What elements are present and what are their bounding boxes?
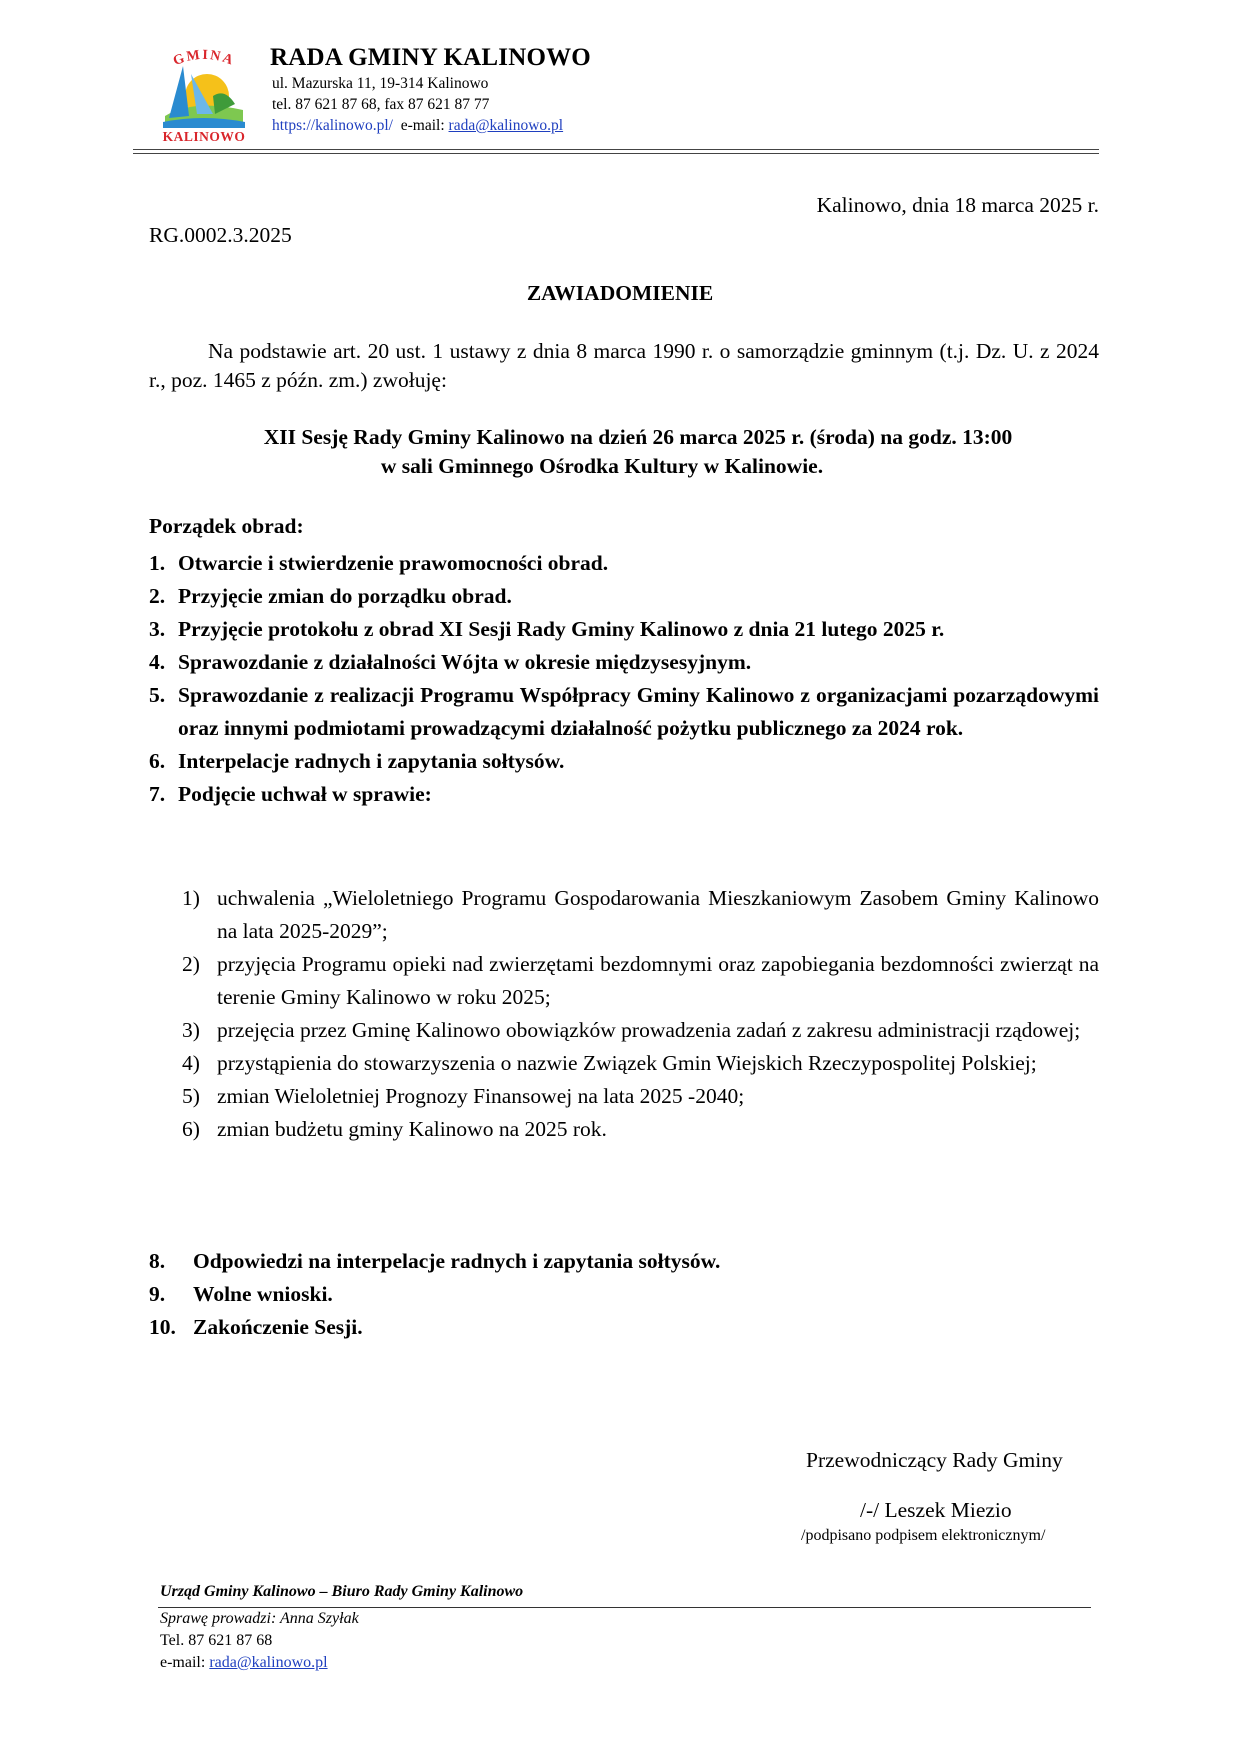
resolution-number: 6) xyxy=(182,1117,200,1141)
agenda-item-number: 3. xyxy=(149,617,166,641)
council-address: ul. Mazurska 11, 19-314 Kalinowo xyxy=(272,75,489,92)
resolution-text: zmian Wieloletniej Prognozy Finansowej na lata 2025 -2040; xyxy=(217,1084,745,1108)
footer-handler: Sprawę prowadzi: Anna Szyłak xyxy=(160,1610,359,1627)
session-location: w sali Gminnego Ośrodka Kultury w Kalinowie. xyxy=(380,454,824,478)
resolution-item xyxy=(182,1047,1099,1080)
header-divider xyxy=(133,149,1099,150)
agenda-item-text: Sprawozdanie z działalności Wójta w okresie międzysesyjnym. xyxy=(178,650,752,674)
footer-office: Urząd Gminy Kalinowo – Biuro Rady Gminy Kalinowo xyxy=(160,1583,524,1600)
signatory-name: /-/ Leszek Miezio xyxy=(860,1498,1012,1522)
agenda-item-number: 2. xyxy=(149,584,166,608)
agenda-item-text: Odpowiedzi na interpelacje radnych i zapytania sołtysów. xyxy=(193,1249,721,1273)
website-link[interactable]: https://kalinowo.pl/ xyxy=(272,117,393,134)
agenda-item xyxy=(149,679,1099,745)
logo-bottom-text: KALINOWO xyxy=(162,129,246,144)
header-divider-thin xyxy=(133,153,1099,154)
resolution-text: uchwalenia „Wieloletniego Programu Gospodarowania Mieszkaniowym Zasobem Gminy Kalinowo na lata 2025-2029”; xyxy=(217,886,1099,943)
agenda-item-number: 9. xyxy=(149,1282,166,1306)
agenda-item-number: 5. xyxy=(149,683,166,707)
resolution-text: zmian budżetu gminy Kalinowo na 2025 rok. xyxy=(217,1117,607,1141)
resolution-text: przejęcia przez Gminę Kalinowo obowiązków prowadzenia zadań z zakresu administracji rządowej; xyxy=(217,1018,1081,1042)
agenda-item-text: Przyjęcie zmian do porządku obrad. xyxy=(178,584,512,608)
agenda-list xyxy=(149,547,1099,811)
signatory-title: Przewodniczący Rady Gminy xyxy=(806,1448,1063,1472)
logo-top-text: GMINA xyxy=(171,47,237,70)
resolution-number: 3) xyxy=(182,1018,200,1042)
reference-number: RG.0002.3.2025 xyxy=(149,223,292,247)
resolution-number: 5) xyxy=(182,1084,200,1108)
svg-text:GMINA xyxy=(171,48,236,69)
agenda-list-continued xyxy=(149,1245,1099,1344)
resolution-number: 4) xyxy=(182,1051,200,1075)
council-phone-fax: tel. 87 621 87 68, fax 87 621 87 77 xyxy=(272,96,490,113)
footer-email-link[interactable]: rada@kalinowo.pl xyxy=(209,1654,328,1671)
agenda-item-text: Przyjęcie protokołu z obrad XI Sesji Rady Gminy Kalinowo z dnia 21 lutego 2025 r. xyxy=(178,617,945,641)
agenda-item-number: 4. xyxy=(149,650,166,674)
resolution-item xyxy=(182,1080,1099,1113)
agenda-item-number: 7. xyxy=(149,782,166,806)
agenda-item-number: 8. xyxy=(149,1249,166,1273)
resolution-text: przyjęcia Programu opieki nad zwierzętami bezdomnymi oraz zapobiegania bezdomności zwierząt na terenie Gminy Kalinowo w roku 2025; xyxy=(217,952,1099,1009)
email-label: e-mail: xyxy=(400,117,445,134)
agenda-item-text: Otwarcie i stwierdzenie prawomocności obrad. xyxy=(178,551,609,575)
footer-phone: Tel. 87 621 87 68 xyxy=(160,1632,273,1649)
agenda-item-number: 1. xyxy=(149,551,166,575)
resolution-number: 1) xyxy=(182,886,200,910)
agenda-item-text: Podjęcie uchwał w sprawie: xyxy=(178,782,432,806)
intro-paragraph xyxy=(149,337,1099,395)
session-announcement xyxy=(149,423,1099,481)
agenda-item xyxy=(149,745,1099,778)
email-link[interactable]: rada@kalinowo.pl xyxy=(448,117,564,134)
resolution-number: 2) xyxy=(182,952,200,976)
agenda-item xyxy=(149,580,1099,613)
session-date: XII Sesję Rady Gminy Kalinowo na dzień 26 marca 2025 r. (środa) na godz. 13:00 xyxy=(263,425,1013,449)
page-title: ZAWIADOMIENIE xyxy=(526,281,714,305)
agenda-item xyxy=(149,646,1099,679)
agenda-item xyxy=(149,1278,1099,1311)
agenda-item xyxy=(149,1245,1099,1278)
agenda-item-text: Sprawozdanie z realizacji Programu Współpracy Gminy Kalinowo z organizacjami pozarządowymi oraz innymi podmiotami prowadzącymi działalność pożytku publicznego za 2024 rok. xyxy=(178,683,1099,740)
agenda-item-number: 6. xyxy=(149,749,166,773)
agenda-item-text: Interpelacje radnych i zapytania sołtysów. xyxy=(178,749,565,773)
footer-email-line xyxy=(160,1654,328,1672)
resolution-item xyxy=(182,1113,1099,1146)
intro-text: Na podstawie art. 20 ust. 1 ustawy z dnia 8 marca 1990 r. o samorządzie gminnym (t.j. Dz. U. z 2024 r., poz. 1465 z późn. zm.) zwołuję: xyxy=(149,339,1099,392)
resolution-item xyxy=(182,882,1099,948)
agenda-item xyxy=(149,778,1099,811)
electronic-signature-note: /podpisano podpisem elektronicznym/ xyxy=(801,1527,1046,1544)
document-date: Kalinowo, dnia 18 marca 2025 r. xyxy=(816,193,1099,217)
agenda-item-text: Zakończenie Sesji. xyxy=(193,1315,363,1339)
agenda-item-text: Wolne wnioski. xyxy=(193,1282,333,1306)
resolutions-list xyxy=(182,882,1099,1146)
resolution-item xyxy=(182,1014,1099,1047)
agenda-item xyxy=(149,613,1099,646)
council-name: RADA GMINY KALINOWO xyxy=(270,44,591,71)
agenda-item-number: 10. xyxy=(149,1315,176,1339)
resolution-item xyxy=(182,948,1099,1014)
council-contact-line xyxy=(272,117,563,135)
agenda-item xyxy=(149,547,1099,580)
agenda-item xyxy=(149,1311,1099,1344)
footer-email-label: e-mail: xyxy=(160,1654,206,1671)
agenda-title: Porządek obrad: xyxy=(149,514,304,538)
gmina-logo xyxy=(153,44,255,144)
resolution-text: przystąpienia do stowarzyszenia o nazwie Związek Gmin Wiejskich Rzeczypospolitej Polskiej; xyxy=(217,1051,1037,1075)
footer-divider xyxy=(158,1607,1091,1608)
